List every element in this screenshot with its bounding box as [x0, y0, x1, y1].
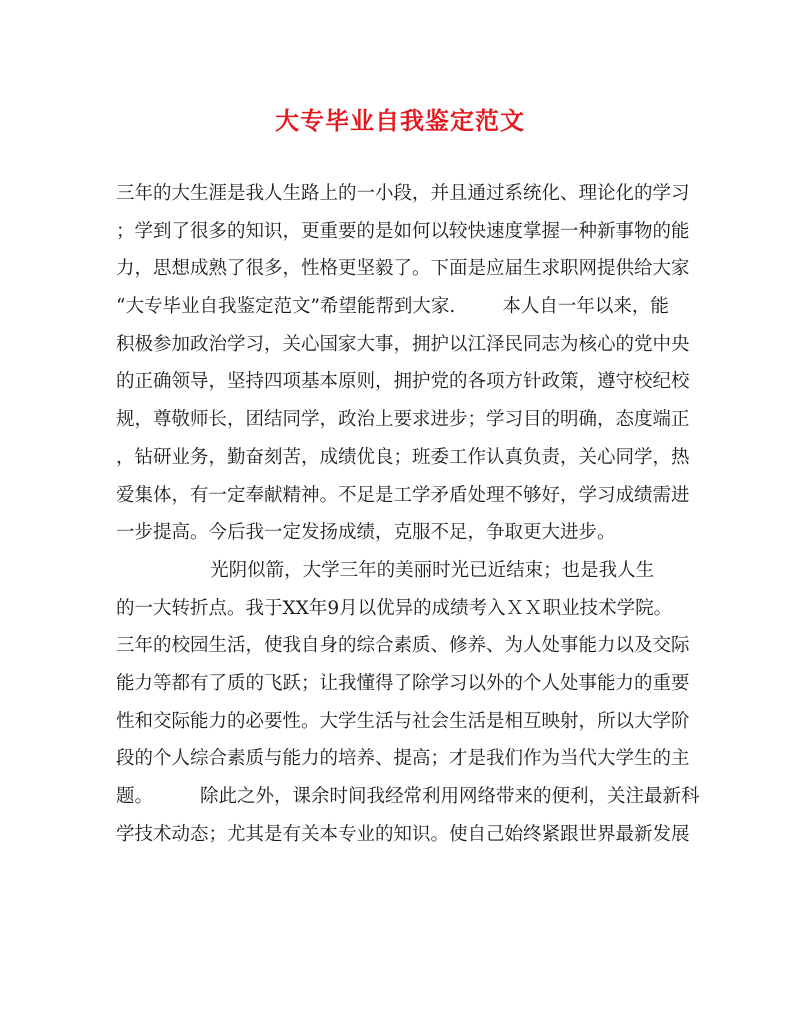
body-line: 三年的大生涯是我人生路上的一小段，并且通过系统化、理论化的学习 — [116, 183, 690, 204]
document-title: 大专毕业自我鉴定范文 — [275, 106, 525, 135]
body-line: 的一大转折点。我于XX年9月以优异的成绩考入ＸＸ职业技术学院。 — [116, 597, 673, 619]
body-line: 光阴似箭，大学三年的美丽时光已近结束；也是我人生 — [116, 559, 655, 581]
body-line: 段的个人综合素质与能力的培养、提高；才是我们作为当代大学生的主 — [116, 748, 690, 770]
body-line: ，钻研业务，勤奋刻苦，成绩优良；班委工作认真负责，关心同学，热 — [116, 446, 690, 468]
body-line: 力，思想成熟了很多，性格更坚毅了。下面是应届生求职网提供给大家 — [116, 258, 690, 280]
body-line: 的正确领导，坚持四项基本原则，拥护党的各项方针政策，遵守校纪校 — [116, 371, 690, 393]
body-line: 性和交际能力的必要性。大学生活与社会生活是相互映射，所以大学阶 — [116, 710, 690, 732]
body-line: 爱集体，有一定奉献精神。不足是工学矛盾处理不够好，学习成绩需进 — [116, 484, 690, 506]
body-line: 学技术动态；尤其是有关本专业的知识。使自己始终紧跟世界最新发展 — [116, 823, 690, 845]
body-line: 三年的校园生活，使我自身的综合素质、修养、为人处事能力以及交际 — [116, 635, 690, 657]
body-line: 一步提高。今后我一定发扬成绩，克服不足，争取更大进步。 — [116, 522, 616, 544]
body-line: 能力等都有了质的飞跃；让我懂得了除学习以外的个人处事能力的重要 — [116, 672, 690, 694]
body-line: 题。 除此之外，课余时间我经常利用网络带来的便利，关注最新科 — [116, 786, 700, 807]
body-line: “大专毕业自我鉴定范文”希望能帮到大家. 本人自一年以来，能 — [116, 296, 669, 318]
body-line: 规，尊敬师长，团结同学，政治上要求进步；学习目的明确，态度端正 — [116, 409, 690, 431]
body-line: 积极参加政治学习，关心国家大事，拥护以江泽民同志为核心的党中央 — [116, 333, 690, 355]
document-body — [116, 175, 700, 853]
body-line: ；学到了很多的知识，更重要的是如何以较快速度掌握一种新事物的能 — [116, 220, 690, 242]
